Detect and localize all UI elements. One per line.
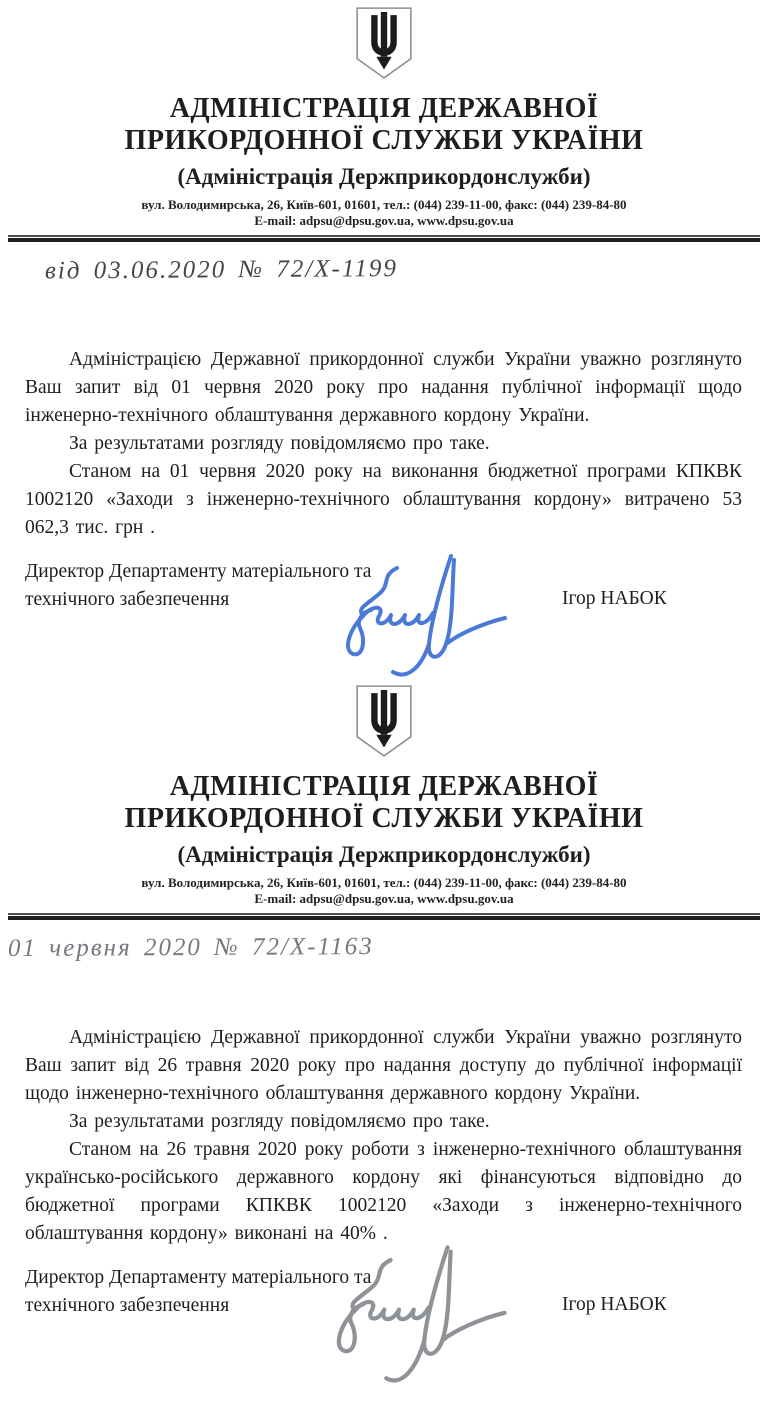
signer-title-line2: технічного забезпечення: [25, 1295, 230, 1316]
signer-name: Ігор НАБОК: [562, 588, 667, 609]
letterhead: [0, 0, 768, 242]
body-paragraph: Адміністрацією Державної прикордонної служби України уважно розглянуто Ваш запит від 26 травня 2020 року про надання доступу до публічної інформації щодо інженерно-технічного облаштування державного кордону України.: [25, 1027, 742, 1104]
org-email-line: E-mail: adpsu@dpsu.gov.ua, www.dpsu.gov.ua: [254, 891, 514, 906]
handwritten-registration-number: від 03.06.2020 № 72/Х-1199: [44, 255, 399, 285]
signer-title-line1: Директор Департаменту матеріального та: [25, 1267, 372, 1288]
org-name-line1: АДМІНІСТРАЦІЯ ДЕРЖАВНОЇ: [169, 93, 599, 124]
letter-body: [25, 346, 742, 542]
org-name-line1: АДМІНІСТРАЦІЯ ДЕРЖАВНОЇ: [169, 771, 599, 802]
letter-1: [0, 0, 768, 678]
signature-block: [25, 558, 742, 678]
letter-body: [25, 1024, 742, 1248]
org-short-name: (Адміністрація Держприкордонслужби): [177, 842, 591, 867]
signer-title-line2: технічного забезпечення: [25, 589, 230, 610]
handwritten-registration-number: 01 червня 2020 № 72/Х-1163: [7, 933, 374, 962]
body-paragraph: Адміністрацією Державної прикордонної служби України уважно розглянуто Ваш запит від 01 червня 2020 року про надання публічної інформації щодо інженерно-технічного облаштування державного кордону України.: [25, 349, 742, 426]
org-email-line: E-mail: adpsu@dpsu.gov.ua, www.dpsu.gov.ua: [254, 213, 514, 228]
org-short-name: (Адміністрація Держприкордонслужби): [177, 164, 591, 189]
signer-name: Ігор НАБОК: [562, 1294, 667, 1315]
body-paragraph: За результатами розгляду повідомляємо про таке.: [69, 1111, 490, 1132]
signature-block: [25, 1264, 742, 1384]
org-name-line2: ПРИКОРДОННОЇ СЛУЖБИ УКРАЇНИ: [124, 803, 644, 834]
org-address: вул. Володимирська, 26, Київ-601, 01601, тел.: (044) 239-11-00, факс: (044) 239-84-80: [141, 197, 627, 212]
ukraine-trident-emblem: [352, 0, 416, 85]
ukraine-trident-emblem: [352, 678, 416, 763]
letterhead: [0, 678, 768, 920]
body-paragraph: Станом на 01 червня 2020 року на виконання бюджетної програми КПКВК 1002120 «Заходи з інженерно-технічного облаштування кордону» витрачено 53 062,3 тис. грн .: [25, 461, 742, 538]
body-paragraph: За результатами розгляду повідомляємо про таке.: [69, 433, 490, 454]
letter-2: [0, 678, 768, 1384]
body-paragraph: Станом на 26 травня 2020 року роботи з інженерно-технічного облаштування українсько-російського державного кордону які фінансуються відповідно до бюджетної програми КПКВК 1002120 «Заходи з інженерно-технічного облаштування кордону» виконані на 40% .: [25, 1139, 742, 1244]
letterhead-divider: [8, 235, 760, 242]
org-name-line2: ПРИКОРДОННОЇ СЛУЖБИ УКРАЇНИ: [124, 125, 644, 156]
signer-title-line1: Директор Департаменту матеріального та: [25, 561, 372, 582]
letterhead-divider: [8, 913, 760, 920]
org-address: вул. Володимирська, 26, Київ-601, 01601, тел.: (044) 239-11-00, факс: (044) 239-84-80: [141, 875, 627, 890]
